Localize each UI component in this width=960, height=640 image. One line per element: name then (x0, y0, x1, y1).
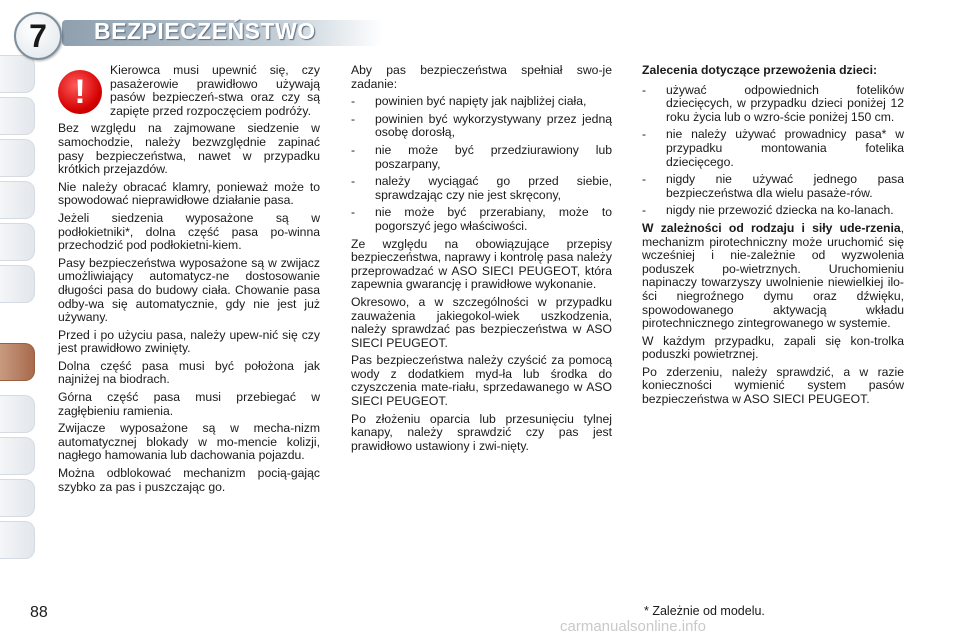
list-item: - nigdy nie przewozić dziecka na ko-lanach. (642, 204, 904, 218)
paragraph: Po zderzeniu, należy sprawdzić, a w razie konieczności wymienić system pasów bezpieczeństwa w ASO SIECI PEUGEOT. (642, 364, 904, 407)
paragraph: Nie należy obracać klamry, ponieważ może to spowodować nieprawidłowe działanie pasa. (58, 179, 320, 208)
paragraph: Okresowo, a w szczególności w przypadku zauważenia jakiegokol-wiek uszkodzenia, należy sprawdzać pas bezpieczeństwa w ASO SIECI PEUGEOT. (351, 294, 612, 350)
list-item: - nie może być przedziurawiony lub poszarpany, (351, 144, 612, 171)
paragraph: Ze względu na obowiązujące przepisy bezpieczeństwa, naprawy i kontrolę pasa należy przeprowadzać w ASO SIECI PEUGEOT, która zapewnia gwarancję i prawidłowe wykonanie. (351, 236, 612, 292)
chapter-tabs (0, 55, 30, 575)
chapter-tab[interactable] (0, 395, 35, 433)
list-item: - powinien być napięty jak najbliżej ciała, (351, 95, 612, 109)
list-item: - należy wyciągać go przed siebie, sprawdzając czy nie jest skręcony, (351, 175, 612, 202)
chapter-tab[interactable] (0, 139, 35, 177)
paragraph: Pas bezpieczeństwa należy czyścić za pomocą wody z dodatkiem myd-ła lub środka do czyszczenia mate-riału, sprzedawanego w ASO SIECI PEUGEOT. (351, 353, 612, 409)
chapter-tab-active[interactable] (0, 343, 35, 381)
chapter-badge (14, 12, 62, 60)
watermark: carmanualsonline.info (560, 618, 706, 635)
list-item: - nie może być przerabiany, może to pogorszyć jego właściwości. (351, 206, 612, 233)
paragraph: Można odblokować mechanizm pocią-gając szybko za pas i puszczając go. (58, 466, 320, 494)
chapter-tab[interactable] (0, 223, 35, 261)
page-number: 88 (30, 604, 48, 621)
chapter-tab[interactable] (0, 97, 35, 135)
list-item: - nigdy nie używać jednego pasa bezpieczeństwa dla wielu pasaże-rów. (642, 173, 904, 200)
section-heading: Zalecenia dotyczące przewożenia dzieci: (642, 63, 878, 77)
warning-exclamation-icon: ! (58, 70, 102, 114)
paragraph: Górna część pasa musi przebiegać w zagłębieniu ramienia. (58, 390, 320, 418)
warning-text: Kierowca musi upewnić się, czy pasażerowie prawidłowo używają pasów bezpieczeń-stwa oraz czy są zapięte przed rozpoczęciem podróży. (110, 63, 320, 118)
page-title: BEZPIECZEŃSTWO (94, 18, 316, 44)
paragraph-rest: , mechanizm pirotechniczny może uruchomić się wcześniej i nie-zależnie od wyzwolenia poduszek po-wietrznych. Uruchomieniu napinaczy towarzyszy uwolnienie niewielkiej ilo-ści niegroźnego dymu oraz dźwięku, spowodowanego aktywacją wkładu pirotechnicznego zintegrowanego w systemie. (642, 220, 904, 331)
column-right (642, 64, 904, 411)
chapter-tab[interactable] (0, 181, 35, 219)
list-item: - powinien być wykorzystywany przez jedną osobę dorosłą, (351, 113, 612, 140)
bold-lead: W zależności od rodzaju i siły ude-rzenia (642, 220, 901, 235)
paragraph-intro: Aby pas bezpieczeństwa spełniał swo-je zadanie: (351, 63, 612, 91)
belt-requirements-list (351, 95, 612, 233)
paragraph: Przed i po użyciu pasa, należy upew-nić się czy jest prawidłowo zwinięty. (58, 327, 320, 356)
chapter-tab[interactable] (0, 55, 35, 93)
paragraph: Jeżeli siedzenia wyposażone są w podłokietniki*, dolna część pasa po-winna przechodzić pod podłokietni-kiem. (58, 210, 320, 253)
paragraph: Bez względu na zajmowane siedzenie w samochodzie, należy bezwzględnie zapinać pasy bezpieczeństwa, nawet w przypadku krótkich przejazdów. (58, 121, 320, 177)
chapter-tab[interactable] (0, 521, 35, 559)
child-recommendations-list (642, 84, 904, 218)
paragraph: Pasy bezpieczeństwa wyposażone są w zwijacz umożliwiający automatycz-ne dostosowanie długości pasa do budowy ciała. Chowanie pasa odby-wa się automatycznie, gdy nie jest już używany. (58, 255, 320, 325)
paragraph: W każdym przypadku, zapali się kon-trolka poduszki powietrznej. (642, 333, 904, 362)
footnote: * Zależnie od modelu. (644, 604, 765, 618)
chapter-tab[interactable] (0, 479, 35, 517)
chapter-number: 7 (29, 18, 47, 54)
chapter-tab[interactable] (0, 437, 35, 475)
paragraph: Zwijacze wyposażone są w mecha-nizm automatycznej blokady w mo-mencie kolizji, nagłego hamowania lub dachowania pojazdu. (58, 421, 320, 463)
column-middle (351, 64, 612, 457)
list-item: - używać odpowiednich fotelików dziecięcych, w przypadku dzieci poniżej 12 roku życia lub o wzro-ście poniżej 150 cm. (642, 84, 904, 125)
column-left (58, 64, 320, 498)
chapter-tab[interactable] (0, 265, 35, 303)
paragraph: Po złożeniu oparcia lub przesunięciu tylnej kanapy, należy sprawdzić czy pas jest prawidłowo ustawiony i zwi-nięty. (351, 411, 612, 453)
list-item: - nie należy używać prowadnicy pasa* w przypadku montowania fotelika dziecięcego. (642, 128, 904, 169)
paragraph: Dolna część pasa musi być położona jak najniżej na biodrach. (58, 358, 320, 387)
paragraph (642, 222, 904, 331)
